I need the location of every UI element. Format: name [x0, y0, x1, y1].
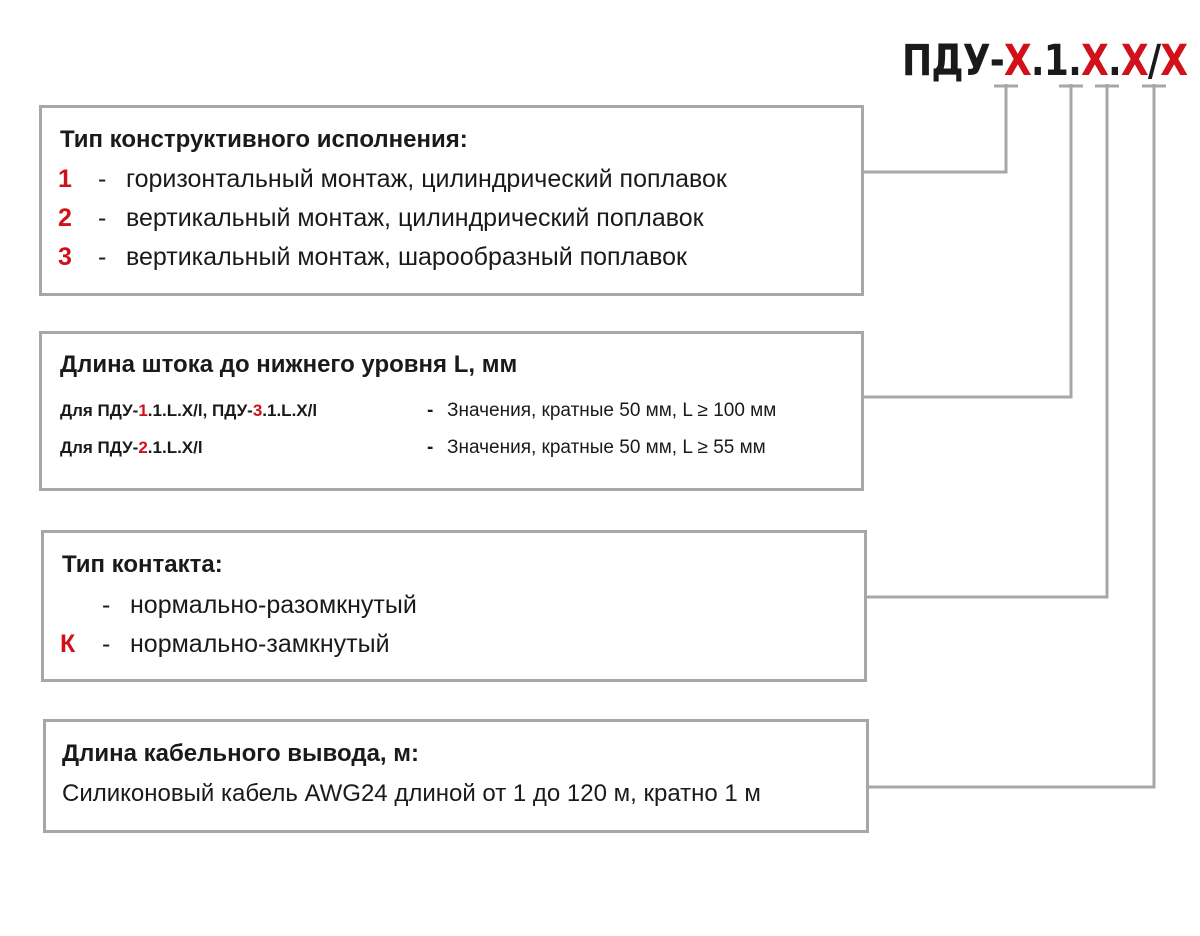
contact-option-dash: -	[102, 591, 111, 619]
design-type-title: Тип конструктивного исполнения:	[60, 126, 468, 153]
design-option-dash: -	[98, 243, 107, 271]
contact-option-text: нормально-разомкнутый	[130, 591, 417, 619]
code-slash: /	[1147, 36, 1161, 86]
stem-length-title: Длина штока до нижнего уровня L, мм	[60, 351, 518, 378]
code-param-cable: Х	[1160, 36, 1188, 86]
design-option-number: 2	[58, 204, 72, 232]
design-option-number: 1	[58, 165, 72, 193]
code-separator-2: .	[1107, 36, 1121, 86]
stem-length-value: Значения, кратные 50 мм, L ≥ 55 мм	[447, 437, 766, 458]
contact-type-title: Тип контакта:	[62, 551, 223, 578]
connector-length	[862, 84, 1071, 397]
stem-length-value: Значения, кратные 50 мм, L ≥ 100 мм	[447, 400, 777, 421]
design-option-text: вертикальный монтаж, цилиндрический поплавок	[126, 204, 704, 232]
code-param-length: Х	[1080, 36, 1108, 86]
design-option-dash: -	[98, 165, 107, 193]
stem-length-dash: -	[427, 400, 434, 421]
contact-type-box	[41, 530, 867, 682]
connector-cable	[867, 84, 1154, 787]
contact-option-text: нормально-замкнутый	[130, 630, 390, 658]
stem-length-dash: -	[427, 437, 434, 458]
code-param-design: Х	[1003, 36, 1031, 86]
stem-length-applies-to: Для ПДУ-1.1.L.Х/l, ПДУ-3.1.L.Х/l	[60, 401, 318, 420]
stem-length-applies-to: Для ПДУ-2.1.L.Х/l	[60, 438, 203, 457]
design-option-text: вертикальный монтаж, шарообразный поплавок	[126, 243, 687, 271]
design-option-number: 3	[58, 243, 72, 271]
stem-length-box	[39, 331, 864, 491]
contact-option-dash: -	[102, 630, 111, 658]
connector-design	[862, 84, 1006, 172]
design-option-text: горизонтальный монтаж, цилиндрический поплавок	[126, 165, 727, 193]
code-param-contact: Х	[1120, 36, 1148, 86]
design-option-dash: -	[98, 204, 107, 232]
contact-option-key: К	[60, 630, 76, 658]
cable-length-title: Длина кабельного вывода, м:	[62, 740, 419, 767]
cable-length-text: Силиконовый кабель AWG24 длиной от 1 до 120 м, кратно 1 м	[62, 780, 761, 807]
design-type-box	[39, 105, 864, 296]
code-prefix: ПДУ-	[902, 36, 1004, 86]
cable-length-box	[43, 719, 869, 833]
code-separator-1: .1.	[1030, 36, 1081, 86]
